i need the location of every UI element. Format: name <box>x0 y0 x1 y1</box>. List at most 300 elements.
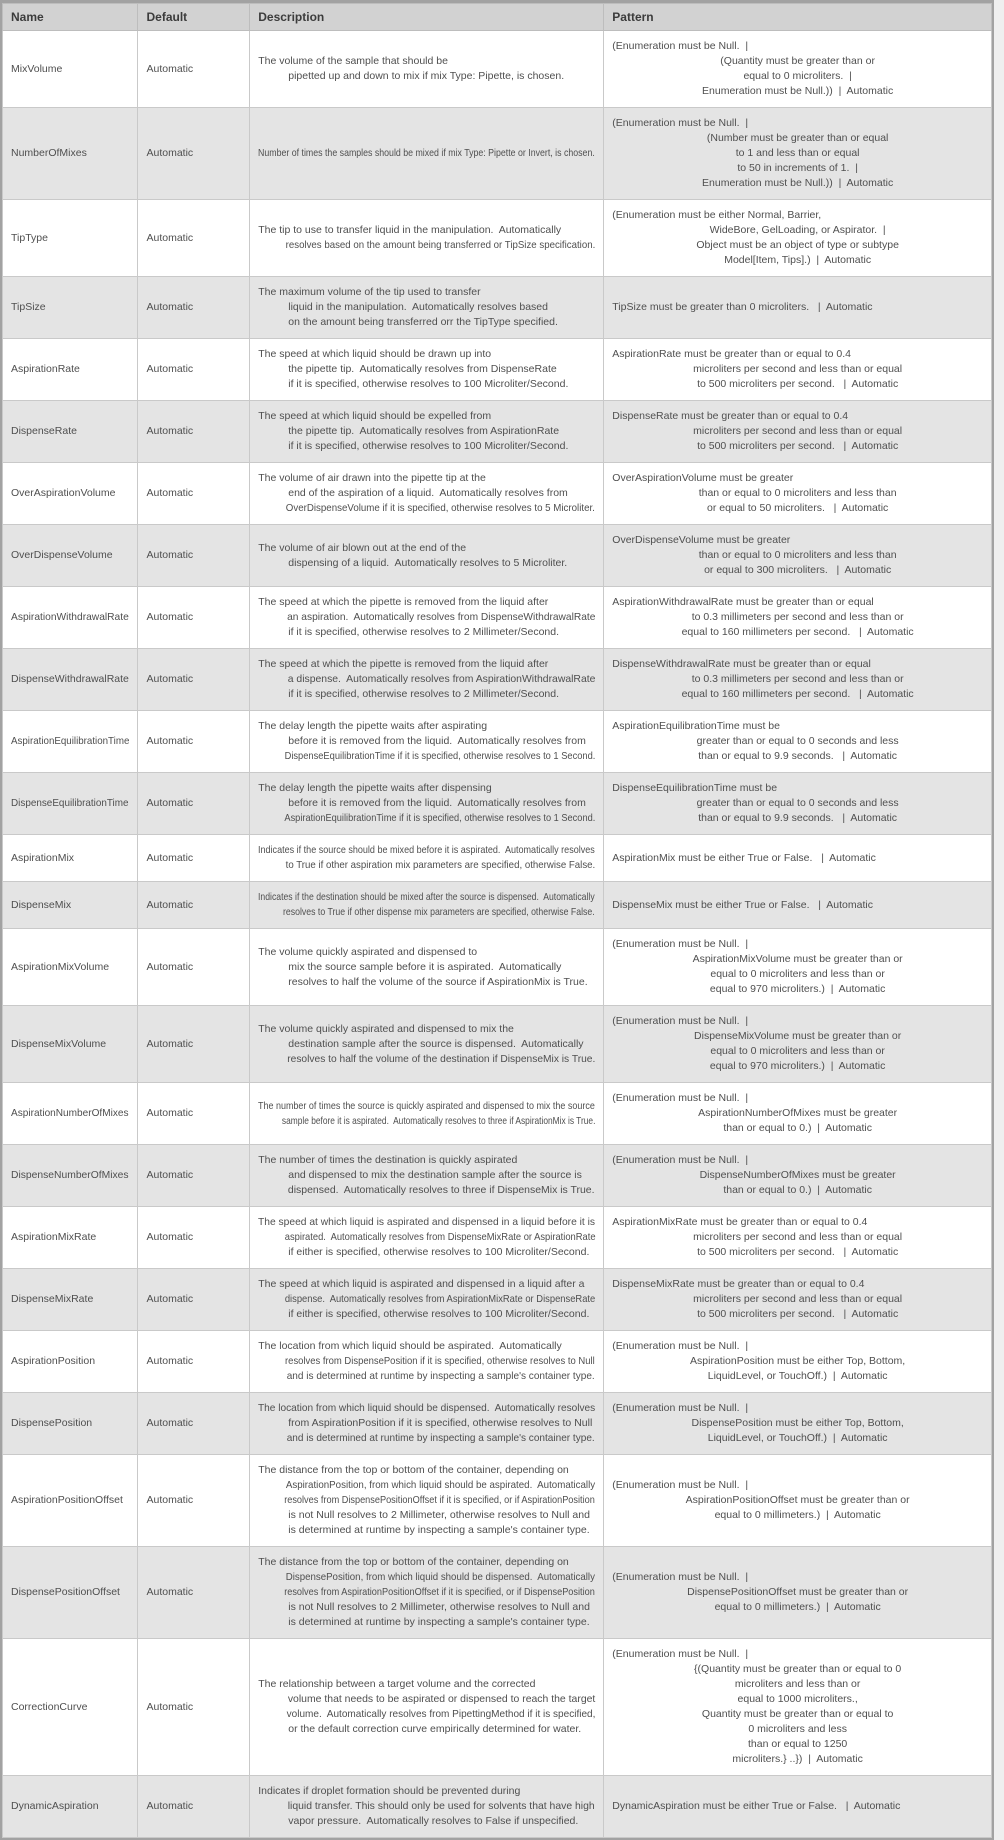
param-default-value: Automatic <box>146 363 194 375</box>
param-pattern-cell <box>604 463 992 525</box>
description-line: resolves from AspirationPositionOffset if it is specified, or if DispensePosition <box>284 1586 596 1598</box>
pattern-line: microliters.} ..}) | Automatic <box>732 1753 863 1765</box>
description-line: on the amount being transferred orr the TipType specified. <box>288 316 558 328</box>
pattern-line: to 0.3 millimeters per second and less than or <box>691 611 904 623</box>
description-line: The delay length the pipette waits after aspirating <box>258 720 488 732</box>
pattern-line: (Enumeration must be Null. | <box>612 1340 749 1352</box>
param-pattern-cell <box>604 1207 992 1269</box>
description-line: liquid in the manipulation. Automatically resolves based <box>288 301 548 313</box>
param-default-value: Automatic <box>146 1037 194 1050</box>
table-row <box>3 649 992 711</box>
table-row <box>3 711 992 773</box>
pattern-line: than or equal to 9.9 seconds. | Automatic <box>698 812 898 824</box>
param-name: DispenseMixRate <box>11 1293 94 1305</box>
description-line: AspirationPosition, from which liquid should be aspirated. Automatically <box>286 1479 596 1491</box>
param-default-cell <box>138 1331 250 1393</box>
description-line: if either is specified, otherwise resolves to 100 Microliter/Second. <box>288 1308 590 1320</box>
pattern-line: microliters per second and less than or equal <box>693 1293 903 1305</box>
pattern-line: (Quantity must be greater than or <box>720 55 875 67</box>
param-description-cell <box>250 401 604 463</box>
param-default-cell <box>138 1083 250 1145</box>
parameters-table-grid <box>2 3 992 1838</box>
param-default-cell <box>138 1393 250 1455</box>
description-line: is determined at runtime by inspecting a sample's container type. <box>288 1616 590 1628</box>
param-pattern-cell <box>604 587 992 649</box>
param-name: AspirationEquilibrationTime <box>11 735 130 747</box>
param-default-cell <box>138 1639 250 1776</box>
param-name-cell <box>3 587 138 649</box>
param-name: AspirationWithdrawalRate <box>11 611 129 623</box>
column-header-description: Description <box>250 4 604 31</box>
description-line: resolves from DispensePositionOffset if it is specified, or if AspirationPosition <box>284 1494 596 1506</box>
description-line: end of the aspiration of a liquid. Automatically resolves from <box>288 487 568 499</box>
param-name-cell <box>3 525 138 587</box>
pattern-line: OverDispenseVolume must be greater <box>612 534 791 546</box>
table-row <box>3 1639 992 1776</box>
param-default-value: Automatic <box>146 1231 194 1243</box>
param-description-cell <box>250 339 604 401</box>
param-name: AspirationNumberOfMixes <box>11 1107 129 1119</box>
param-default-cell <box>138 711 250 773</box>
param-default-cell <box>138 882 250 929</box>
column-header-name: Name <box>3 4 138 31</box>
param-name-cell <box>3 1145 138 1207</box>
param-name: DispensePosition <box>11 1417 93 1429</box>
description-line: OverDispenseVolume if it is specified, otherwise resolves to 5 Microliter. <box>286 502 596 514</box>
description-line: resolves to half the volume of the source if AspirationMix is True. <box>288 975 588 988</box>
description-line: a dispense. Automatically resolves from AspirationWithdrawalRate <box>287 673 596 685</box>
description-line: if it is specified, otherwise resolves to 100 Microliter/Second. <box>288 440 569 452</box>
param-description-cell <box>250 649 604 711</box>
description-line: The delay length the pipette waits after dispensing <box>258 782 492 794</box>
pattern-line: Quantity must be greater than or equal to <box>701 1708 894 1720</box>
param-default-cell <box>138 463 250 525</box>
table-row <box>3 277 992 339</box>
pattern-line: to 50 in increments of 1. | <box>737 162 858 174</box>
param-default-value: Automatic <box>146 1700 194 1713</box>
pattern-line: AspirationEquilibrationTime must be <box>612 720 780 732</box>
param-name-cell <box>3 1269 138 1331</box>
pattern-line: to 500 microliters per second. | Automatic <box>697 378 899 390</box>
description-line: resolves from DispensePosition if it is specified, otherwise resolves to Null <box>285 1355 595 1367</box>
description-line: volume. Automatically resolves from PipettingMethod if it is specified, <box>286 1708 596 1720</box>
param-pattern-cell <box>604 1639 992 1776</box>
pattern-line: greater than or equal to 0 seconds and less <box>696 735 899 747</box>
param-default-value: Automatic <box>146 487 194 499</box>
param-default-cell <box>138 200 250 277</box>
param-description-cell <box>250 1207 604 1269</box>
param-name-cell <box>3 882 138 929</box>
param-description-cell <box>250 1455 604 1547</box>
param-description-cell <box>250 929 604 1006</box>
column-header-pattern: Pattern <box>604 4 992 31</box>
param-description-cell <box>250 1083 604 1145</box>
param-description-cell <box>250 1547 604 1639</box>
pattern-line: DispenseMixRate must be greater than or equal to 0.4 <box>612 1278 865 1290</box>
pattern-line: than or equal to 1250 <box>748 1738 848 1750</box>
pattern-line: (Enumeration must be Null. | <box>612 117 749 129</box>
description-line: The volume of the sample that should be <box>258 55 448 67</box>
description-line: The speed at which the pipette is removed from the liquid after <box>258 596 549 608</box>
table-row <box>3 108 992 200</box>
pattern-line: Enumeration must be Null.)) | Automatic <box>702 177 894 189</box>
pattern-line: DispenseMixVolume must be greater than or <box>694 1030 902 1042</box>
param-default-value: Automatic <box>146 549 194 561</box>
table-row <box>3 773 992 835</box>
param-description-cell <box>250 1269 604 1331</box>
pattern-line: equal to 0 microliters. | <box>743 70 852 82</box>
pattern-line: to 0.3 millimeters per second and less than or <box>691 673 904 685</box>
description-line: volume that needs to be aspirated or dispensed to reach the target <box>288 1693 596 1705</box>
description-line: resolves to True if other dispense mix parameters are specified, otherwise False. <box>283 906 595 918</box>
pattern-line: 0 microliters and less <box>748 1723 847 1735</box>
param-pattern-cell <box>604 1331 992 1393</box>
pattern-line: microliters per second and less than or equal <box>693 363 903 375</box>
param-description-cell <box>250 200 604 277</box>
param-default-cell <box>138 649 250 711</box>
param-name: DispenseEquilibrationTime <box>11 797 129 809</box>
pattern-line: (Enumeration must be Null. | <box>612 1648 749 1660</box>
param-pattern-cell <box>604 1083 992 1145</box>
pattern-line: microliters per second and less than or equal <box>693 425 903 437</box>
param-default-value: Automatic <box>146 1107 194 1119</box>
param-name: AspirationMix <box>11 851 75 864</box>
description-line: the pipette tip. Automatically resolves from DispenseRate <box>288 363 557 375</box>
param-description-cell <box>250 1639 604 1776</box>
description-line: vapor pressure. Automatically resolves to False if unspecified. <box>288 1815 579 1827</box>
description-line: The speed at which liquid should be expelled from <box>258 410 492 422</box>
param-default-value: Automatic <box>146 1293 194 1305</box>
param-pattern-cell <box>604 1776 992 1838</box>
pattern-line: microliters per second and less than or equal <box>693 1231 903 1243</box>
pattern-line: microliters and less than or <box>734 1678 861 1690</box>
param-pattern-cell <box>604 339 992 401</box>
description-line: The maximum volume of the tip used to transfer <box>258 286 481 298</box>
pattern-line: LiquidLevel, or TouchOff.) | Automatic <box>707 1432 888 1444</box>
description-line: before it is removed from the liquid. Automatically resolves from <box>288 735 586 747</box>
description-line: and dispensed to mix the destination sample after the source is <box>288 1169 582 1181</box>
description-line: The location from which liquid should be aspirated. Automatically <box>258 1340 562 1352</box>
description-line: if either is specified, otherwise resolves to 100 Microliter/Second. <box>288 1246 590 1258</box>
param-name: DispenseRate <box>11 425 77 437</box>
param-name-cell <box>3 339 138 401</box>
description-line: dispense. Automatically resolves from AspirationMixRate or DispenseRate <box>285 1293 596 1305</box>
table-row <box>3 1455 992 1547</box>
pattern-line: {(Quantity must be greater than or equal to 0 <box>694 1663 902 1675</box>
column-header-default: Default <box>138 4 250 31</box>
description-line: The volume quickly aspirated and dispensed to mix the <box>258 1022 514 1035</box>
param-description-cell <box>250 1393 604 1455</box>
param-pattern-cell <box>604 649 992 711</box>
param-default-cell <box>138 277 250 339</box>
pattern-line: than or equal to 9.9 seconds. | Automatic <box>698 750 898 762</box>
param-default-value: Automatic <box>146 1169 194 1181</box>
param-default-value: Automatic <box>146 62 194 75</box>
param-default-cell <box>138 31 250 108</box>
description-line: if it is specified, otherwise resolves to 2 Millimeter/Second. <box>288 626 560 638</box>
pattern-line: AspirationMix must be either True or False. | Automatic <box>612 851 876 864</box>
param-pattern-cell <box>604 773 992 835</box>
param-name: MixVolume <box>11 62 63 75</box>
param-name: DispenseMix <box>11 898 72 911</box>
description-line: sample before it is aspirated. Automatically resolves to three if AspirationMix is True. <box>282 1114 596 1127</box>
param-name: DynamicAspiration <box>11 1800 99 1812</box>
pattern-line: than or equal to 0 microliters and less than <box>698 549 897 561</box>
pattern-line: AspirationNumberOfMixes must be greater <box>698 1107 898 1119</box>
pattern-line: (Enumeration must be Null. | <box>612 1402 749 1414</box>
pattern-line: (Enumeration must be Null. | <box>612 938 749 950</box>
param-default-value: Automatic <box>146 797 194 809</box>
pattern-line: AspirationWithdrawalRate must be greater than or equal <box>612 596 874 608</box>
pattern-line: DispensePositionOffset must be greater than or <box>687 1586 909 1598</box>
param-pattern-cell <box>604 1269 992 1331</box>
pattern-line: than or equal to 0.) | Automatic <box>723 1184 872 1196</box>
pattern-line: than or equal to 0.) | Automatic <box>723 1122 872 1134</box>
param-name-cell <box>3 277 138 339</box>
param-name-cell <box>3 463 138 525</box>
param-name: AspirationPositionOffset <box>11 1494 123 1506</box>
param-name-cell <box>3 929 138 1006</box>
pattern-line: (Enumeration must be Null. | <box>612 1015 749 1027</box>
param-default-value: Automatic <box>146 960 194 973</box>
param-default-cell <box>138 1269 250 1331</box>
param-default-value: Automatic <box>146 147 194 159</box>
description-line: AspirationEquilibrationTime if it is specified, otherwise resolves to 1 Second. <box>284 812 596 824</box>
pattern-line: (Number must be greater than or equal <box>706 132 889 144</box>
description-line: is not Null resolves to 2 Millimeter, otherwise resolves to Null and <box>288 1601 590 1613</box>
param-description-cell <box>250 882 604 929</box>
param-name-cell <box>3 1331 138 1393</box>
param-description-cell <box>250 773 604 835</box>
pattern-line: to 1 and less than or equal <box>735 147 860 159</box>
param-default-cell <box>138 401 250 463</box>
description-line: Indicates if the source should be mixed before it is aspirated. Automatically resolves <box>258 844 596 856</box>
description-line: aspirated. Automatically resolves from DispenseMixRate or AspirationRate <box>284 1231 596 1243</box>
table-row <box>3 1006 992 1083</box>
pattern-line: to 500 microliters per second. | Automatic <box>697 1246 899 1258</box>
pattern-line: than or equal to 0 microliters and less than <box>698 487 897 499</box>
param-name: TipType <box>11 231 48 244</box>
pattern-line: TipSize must be greater than 0 microliters. | Automatic <box>612 301 873 313</box>
param-default-value: Automatic <box>146 611 194 623</box>
param-pattern-cell <box>604 108 992 200</box>
param-name: DispensePositionOffset <box>11 1586 120 1598</box>
pattern-line: OverAspirationVolume must be greater <box>612 472 794 484</box>
param-name-cell <box>3 711 138 773</box>
table-row <box>3 1331 992 1393</box>
description-line: The speed at which liquid is aspirated and dispensed in a liquid after a <box>258 1278 585 1290</box>
param-description-cell <box>250 1331 604 1393</box>
param-default-cell <box>138 339 250 401</box>
param-default-cell <box>138 1207 250 1269</box>
param-default-value: Automatic <box>146 1586 194 1598</box>
param-name: OverDispenseVolume <box>11 549 113 561</box>
param-default-cell <box>138 525 250 587</box>
param-pattern-cell <box>604 882 992 929</box>
pattern-line: DynamicAspiration must be either True or False. | Automatic <box>612 1800 901 1812</box>
description-line: an aspiration. Automatically resolves from DispenseWithdrawalRate <box>287 611 596 623</box>
pattern-line: or equal to 300 microliters. | Automatic <box>704 564 892 576</box>
param-description-cell <box>250 835 604 882</box>
pattern-line: greater than or equal to 0 seconds and less <box>696 797 899 809</box>
description-line: liquid transfer. This should only be used for solvents that have high <box>287 1800 595 1812</box>
table-row <box>3 1776 992 1838</box>
pattern-line: Enumeration must be Null.)) | Automatic <box>702 85 894 97</box>
param-name: DispenseMixVolume <box>11 1037 107 1050</box>
pattern-line: (Enumeration must be Null. | <box>612 1092 749 1104</box>
description-line: The volume quickly aspirated and dispensed to <box>258 945 478 958</box>
param-default-value: Automatic <box>146 1355 194 1367</box>
param-description-cell <box>250 1776 604 1838</box>
description-line: if it is specified, otherwise resolves to 100 Microliter/Second. <box>288 378 569 390</box>
param-pattern-cell <box>604 401 992 463</box>
param-default-cell <box>138 587 250 649</box>
param-name: AspirationMixRate <box>11 1231 97 1243</box>
pattern-line: equal to 0 millimeters.) | Automatic <box>714 1601 881 1613</box>
param-default-cell <box>138 1455 250 1547</box>
param-default-value: Automatic <box>146 301 194 313</box>
param-name-cell <box>3 1547 138 1639</box>
table-row <box>3 525 992 587</box>
table-row <box>3 401 992 463</box>
table-row <box>3 929 992 1006</box>
description-line: pipetted up and down to mix if mix Type: Pipette, is chosen. <box>288 70 565 82</box>
pattern-line: DispensePosition must be either Top, Bottom, <box>691 1417 904 1429</box>
description-line: mix the source sample before it is aspirated. Automatically <box>288 960 562 973</box>
description-line: and is determined at runtime by inspecting a sample's container type. <box>286 1432 595 1444</box>
param-name-cell <box>3 401 138 463</box>
description-line: from AspirationPosition if it is specified, otherwise resolves to Null <box>288 1417 593 1429</box>
param-pattern-cell <box>604 31 992 108</box>
description-line: if it is specified, otherwise resolves to 2 Millimeter/Second. <box>288 688 560 700</box>
pattern-line: equal to 1000 microliters., <box>737 1693 858 1705</box>
pattern-line: DispenseRate must be greater than or equal to 0.4 <box>612 410 849 422</box>
param-pattern-cell <box>604 929 992 1006</box>
table-row <box>3 339 992 401</box>
param-description-cell <box>250 711 604 773</box>
param-name: AspirationRate <box>11 363 80 375</box>
pattern-line: DispenseMix must be either True or False. | Automatic <box>612 898 873 911</box>
param-description-cell <box>250 31 604 108</box>
description-line: The tip to use to transfer liquid in the manipulation. Automatically <box>258 224 562 236</box>
param-description-cell <box>250 463 604 525</box>
param-pattern-cell <box>604 277 992 339</box>
header-row <box>3 4 992 31</box>
param-name: DispenseNumberOfMixes <box>11 1169 129 1181</box>
pattern-line: or equal to 50 microliters. | Automatic <box>706 502 889 514</box>
param-description-cell <box>250 525 604 587</box>
description-line: The location from which liquid should be dispensed. Automatically resolves <box>258 1402 596 1414</box>
pattern-line: AspirationRate must be greater than or equal to 0.4 <box>612 348 852 360</box>
param-name: NumberOfMixes <box>11 147 87 159</box>
description-line: is not Null resolves to 2 Millimeter, otherwise resolves to Null and <box>288 1509 590 1521</box>
param-name: DispenseWithdrawalRate <box>11 673 129 685</box>
description-line: Number of times the samples should be mixed if mix Type: Pipette or Invert, is chosen. <box>258 147 596 159</box>
description-line: is determined at runtime by inspecting a sample's container type. <box>288 1524 590 1536</box>
description-line: The number of times the source is quickly aspirated and dispensed to mix the source <box>258 1099 596 1112</box>
description-line: The relationship between a target volume and the corrected <box>258 1678 536 1690</box>
param-name: AspirationMixVolume <box>11 960 110 973</box>
table-row <box>3 1083 992 1145</box>
table-row <box>3 1547 992 1639</box>
pattern-line: AspirationPosition must be either Top, Bottom, <box>690 1355 906 1367</box>
param-name-cell <box>3 1393 138 1455</box>
description-line: The volume of air drawn into the pipette tip at the <box>258 472 486 484</box>
pattern-line: equal to 160 millimeters per second. | Automatic <box>681 688 914 700</box>
param-name-cell <box>3 773 138 835</box>
description-line: destination sample after the source is dispensed. Automatically <box>288 1037 584 1050</box>
description-line: The volume of air blown out at the end of the <box>258 541 467 554</box>
pattern-line: to 500 microliters per second. | Automatic <box>697 440 899 452</box>
param-name-cell <box>3 31 138 108</box>
table-header <box>3 4 992 31</box>
param-name-cell <box>3 1639 138 1776</box>
param-default-value: Automatic <box>146 1800 194 1812</box>
param-default-value: Automatic <box>146 851 194 864</box>
pattern-line: equal to 970 microliters.) | Automatic <box>709 1060 886 1072</box>
description-line: The speed at which the pipette is removed from the liquid after <box>258 658 549 670</box>
table-row <box>3 882 992 929</box>
param-default-cell <box>138 1547 250 1639</box>
param-pattern-cell <box>604 835 992 882</box>
description-line: Indicates if droplet formation should be prevented during <box>258 1785 521 1797</box>
param-pattern-cell <box>604 200 992 277</box>
param-pattern-cell <box>604 1455 992 1547</box>
description-line: Indicates if the destination should be mixed after the source is dispensed. Automatically <box>258 891 595 903</box>
description-line: The number of times the destination is quickly aspirated <box>258 1154 518 1166</box>
pattern-line: equal to 0 microliters and less than or <box>710 968 885 980</box>
pattern-line: AspirationMixVolume must be greater than or <box>692 953 903 965</box>
pattern-line: to 500 microliters per second. | Automatic <box>697 1308 899 1320</box>
param-default-value: Automatic <box>146 1494 194 1506</box>
param-default-cell <box>138 1145 250 1207</box>
description-line: DispenseEquilibrationTime if it is specified, otherwise resolves to 1 Second. <box>284 750 596 762</box>
param-description-cell <box>250 277 604 339</box>
table-row <box>3 1145 992 1207</box>
pattern-line: LiquidLevel, or TouchOff.) | Automatic <box>707 1370 888 1382</box>
pattern-line: AspirationMixRate must be greater than or equal to 0.4 <box>612 1216 868 1228</box>
param-name-cell <box>3 1083 138 1145</box>
pattern-line: (Enumeration must be Null. | <box>612 1571 749 1583</box>
param-name-cell <box>3 1455 138 1547</box>
description-line: The distance from the top or bottom of the container, depending on <box>258 1464 569 1476</box>
param-name: OverAspirationVolume <box>11 487 116 499</box>
description-line: The speed at which liquid is aspirated and dispensed in a liquid before it is <box>258 1216 596 1228</box>
pattern-line: AspirationPositionOffset must be greater than or <box>685 1494 910 1506</box>
param-name: AspirationPosition <box>11 1355 96 1367</box>
param-default-value: Automatic <box>146 735 194 747</box>
description-line: and is determined at runtime by inspecting a sample's container type. <box>286 1370 595 1382</box>
pattern-line: equal to 0 millimeters.) | Automatic <box>714 1509 881 1521</box>
param-default-cell <box>138 773 250 835</box>
param-pattern-cell <box>604 1006 992 1083</box>
param-pattern-cell <box>604 1145 992 1207</box>
pattern-line: DispenseNumberOfMixes must be greater <box>699 1169 896 1181</box>
description-line: to True if other aspiration mix parameters are specified, otherwise False. <box>285 859 596 871</box>
param-pattern-cell <box>604 525 992 587</box>
table-row <box>3 31 992 108</box>
param-description-cell <box>250 587 604 649</box>
table-row <box>3 463 992 525</box>
param-name-cell <box>3 1006 138 1083</box>
param-default-cell <box>138 1006 250 1083</box>
param-pattern-cell <box>604 711 992 773</box>
param-default-value: Automatic <box>146 673 194 685</box>
description-line: The distance from the top or bottom of the container, depending on <box>258 1556 569 1568</box>
param-description-cell <box>250 1145 604 1207</box>
table-row <box>3 1393 992 1455</box>
table-body <box>3 31 992 1838</box>
